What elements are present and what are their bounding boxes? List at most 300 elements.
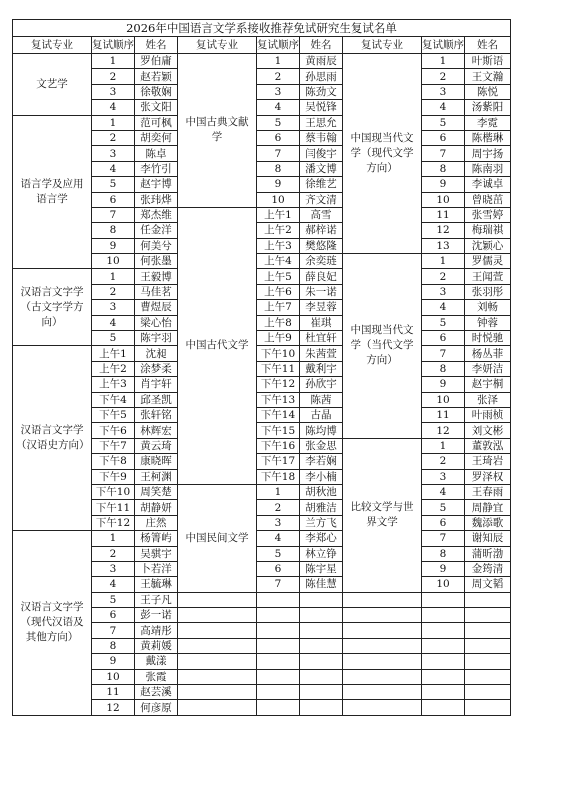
order-cell: 10 (422, 392, 465, 407)
candidate-name: 刘文彬 (465, 423, 511, 438)
candidate-name: 李竹引 (135, 161, 178, 176)
order-cell: 7 (92, 623, 135, 638)
order-cell: 5 (92, 592, 135, 607)
candidate-name: 陈宇星 (300, 561, 343, 576)
candidate-name: 林立铮 (300, 546, 343, 561)
table-row (13, 115, 511, 130)
order-cell: 6 (422, 331, 465, 346)
order-cell: 下午17 (257, 454, 300, 469)
order-cell: 4 (92, 315, 135, 330)
empty-cell (343, 654, 422, 669)
order-cell: 9 (422, 561, 465, 576)
order-cell: 1 (422, 54, 465, 69)
major-name: 汉语言文字学（现代汉语及其他方向） (13, 531, 92, 716)
candidate-name: 汤紫阳 (465, 100, 511, 115)
empty-cell (343, 638, 422, 653)
order-cell: 8 (92, 223, 135, 238)
candidate-name: 沈昶 (135, 346, 178, 361)
candidate-name: 郝梓诺 (300, 223, 343, 238)
empty-cell (422, 685, 465, 700)
order-cell: 7 (422, 346, 465, 361)
column-header-name: 姓名 (135, 37, 178, 54)
order-cell: 13 (422, 238, 465, 253)
candidate-name: 王琦岩 (465, 454, 511, 469)
order-cell: 6 (257, 561, 300, 576)
order-cell: 2 (422, 69, 465, 84)
order-cell: 10 (422, 192, 465, 207)
order-cell: 上午1 (92, 346, 135, 361)
major-name: 中国古典文献学 (178, 54, 257, 208)
order-cell: 9 (257, 177, 300, 192)
order-cell: 上午1 (257, 207, 300, 222)
candidate-name: 彭一诺 (135, 608, 178, 623)
candidate-name: 李妍洁 (465, 361, 511, 376)
candidate-name: 杨箐屿 (135, 531, 178, 546)
table-row (13, 54, 511, 69)
candidate-name: 董敦泓 (465, 438, 511, 453)
candidate-name: 时悦驰 (465, 331, 511, 346)
empty-cell (257, 685, 300, 700)
order-cell: 7 (92, 207, 135, 222)
order-cell: 6 (422, 130, 465, 145)
order-cell: 上午8 (257, 315, 300, 330)
order-cell: 7 (422, 146, 465, 161)
candidate-name: 卜若洋 (135, 561, 178, 576)
order-cell: 下午15 (257, 423, 300, 438)
empty-cell (178, 685, 257, 700)
candidate-name: 李郑心 (300, 531, 343, 546)
candidate-name: 梁心怡 (135, 315, 178, 330)
order-cell: 下午7 (92, 438, 135, 453)
candidate-name: 孙思雨 (300, 69, 343, 84)
candidate-name: 胡奕何 (135, 130, 178, 145)
empty-cell (465, 623, 511, 638)
order-cell: 6 (422, 515, 465, 530)
empty-cell (300, 623, 343, 638)
page-title: 2026年中国语言文学系接收推荐免试研究生复试名单 (13, 20, 511, 37)
order-cell: 下午6 (92, 423, 135, 438)
order-cell: 9 (92, 238, 135, 253)
order-cell: 3 (422, 84, 465, 99)
major-name: 比较文学与世界文学 (343, 438, 422, 592)
candidate-name: 崔琪 (300, 315, 343, 330)
order-cell: 下午11 (257, 361, 300, 376)
candidate-name: 潘文博 (300, 161, 343, 176)
candidate-name: 罗伯庸 (135, 54, 178, 69)
order-cell: 上午4 (257, 254, 300, 269)
empty-cell (300, 700, 343, 715)
order-cell: 下午13 (257, 392, 300, 407)
candidate-name: 朱茜萱 (300, 346, 343, 361)
candidate-name: 陈宇羽 (135, 331, 178, 346)
candidate-name: 何张墨 (135, 254, 178, 269)
candidate-name: 黄云琦 (135, 438, 178, 453)
order-cell: 8 (422, 361, 465, 376)
order-cell: 4 (92, 161, 135, 176)
order-cell: 9 (422, 177, 465, 192)
order-cell: 7 (422, 531, 465, 546)
order-cell: 7 (257, 146, 300, 161)
candidate-name: 蒲昕渤 (465, 546, 511, 561)
order-cell: 9 (422, 377, 465, 392)
candidate-name: 肖宇轩 (135, 377, 178, 392)
candidate-name: 张轩铭 (135, 407, 178, 422)
empty-cell (343, 592, 422, 607)
order-cell: 5 (422, 500, 465, 515)
candidate-name: 古晶 (300, 407, 343, 422)
candidate-name: 钟蓉 (465, 315, 511, 330)
candidate-name: 郑杰维 (135, 207, 178, 222)
empty-cell (343, 608, 422, 623)
empty-cell (465, 700, 511, 715)
order-cell: 5 (92, 331, 135, 346)
candidate-name: 齐文清 (300, 192, 343, 207)
candidate-name: 王柯渊 (135, 469, 178, 484)
order-cell: 4 (92, 100, 135, 115)
order-cell: 11 (422, 207, 465, 222)
empty-cell (257, 654, 300, 669)
order-cell: 下午11 (92, 500, 135, 515)
candidate-name: 徐敬娴 (135, 84, 178, 99)
candidate-name: 何彦原 (135, 700, 178, 715)
empty-cell (178, 700, 257, 715)
order-cell: 3 (92, 561, 135, 576)
candidate-name: 周笑楚 (135, 484, 178, 499)
order-cell: 6 (92, 192, 135, 207)
empty-cell (343, 669, 422, 684)
empty-cell (178, 623, 257, 638)
candidate-name: 胡静妍 (135, 500, 178, 515)
candidate-name: 李小楠 (300, 469, 343, 484)
candidate-name: 樊悠隆 (300, 238, 343, 253)
candidate-name: 王子凡 (135, 592, 178, 607)
order-cell: 11 (422, 407, 465, 422)
candidate-name: 周静宜 (465, 500, 511, 515)
order-cell: 8 (257, 161, 300, 176)
empty-cell (465, 685, 511, 700)
candidate-name: 孙欣宇 (300, 377, 343, 392)
candidate-name: 高靖彤 (135, 623, 178, 638)
candidate-name: 林辉宏 (135, 423, 178, 438)
order-cell: 1 (257, 54, 300, 69)
candidate-name: 吴骐宇 (135, 546, 178, 561)
order-cell: 下午4 (92, 392, 135, 407)
column-header-order: 复试顺序 (422, 37, 465, 54)
candidate-name: 罗泽权 (465, 469, 511, 484)
candidate-name: 梅瑞祺 (465, 223, 511, 238)
order-cell: 1 (92, 531, 135, 546)
candidate-name: 戴漾 (135, 654, 178, 669)
table-row (13, 269, 511, 284)
candidate-name: 谢知辰 (465, 531, 511, 546)
order-cell: 2 (257, 69, 300, 84)
candidate-name: 黄莉媛 (135, 638, 178, 653)
order-cell: 2 (422, 269, 465, 284)
candidate-name: 张文阳 (135, 100, 178, 115)
major-name: 汉语言文字学（古文字学方向） (13, 269, 92, 346)
order-cell: 10 (422, 577, 465, 592)
order-cell: 下午18 (257, 469, 300, 484)
order-cell: 7 (257, 577, 300, 592)
order-cell: 下午12 (257, 377, 300, 392)
candidate-name: 张泽 (465, 392, 511, 407)
empty-cell (465, 608, 511, 623)
candidate-name: 张霞 (135, 669, 178, 684)
empty-cell (178, 669, 257, 684)
order-cell: 4 (257, 531, 300, 546)
order-cell: 6 (92, 608, 135, 623)
candidate-name: 曾晓茁 (465, 192, 511, 207)
order-cell: 4 (422, 300, 465, 315)
column-header-order: 复试顺序 (92, 37, 135, 54)
candidate-name: 黄雨辰 (300, 54, 343, 69)
order-cell: 3 (92, 84, 135, 99)
empty-cell (257, 638, 300, 653)
order-cell: 下午16 (257, 438, 300, 453)
empty-cell (343, 685, 422, 700)
order-cell: 3 (92, 300, 135, 315)
order-cell: 4 (422, 100, 465, 115)
order-cell: 下午5 (92, 407, 135, 422)
order-cell: 8 (422, 546, 465, 561)
order-cell: 下午10 (257, 346, 300, 361)
order-cell: 4 (422, 484, 465, 499)
candidate-name: 陈卓 (135, 146, 178, 161)
candidate-name: 马佳茗 (135, 284, 178, 299)
empty-cell (300, 685, 343, 700)
candidate-name: 兰方飞 (300, 515, 343, 530)
candidate-name: 王闻萱 (465, 269, 511, 284)
order-cell: 2 (257, 500, 300, 515)
candidate-name: 康晓晖 (135, 454, 178, 469)
empty-cell (422, 623, 465, 638)
candidate-name: 周宇扬 (465, 146, 511, 161)
candidate-name: 陈劲文 (300, 84, 343, 99)
order-cell: 2 (422, 454, 465, 469)
empty-cell (422, 592, 465, 607)
order-cell: 2 (92, 130, 135, 145)
order-cell: 下午10 (92, 484, 135, 499)
candidate-name: 杨丛菲 (465, 346, 511, 361)
column-header-name: 姓名 (465, 37, 511, 54)
candidate-name: 张玮烨 (135, 192, 178, 207)
empty-cell (178, 638, 257, 653)
empty-cell (257, 592, 300, 607)
order-cell: 10 (257, 192, 300, 207)
candidate-name: 李霓 (465, 115, 511, 130)
candidate-name: 赵宇博 (135, 177, 178, 192)
candidate-name: 曹煜辰 (135, 300, 178, 315)
order-cell: 上午6 (257, 284, 300, 299)
column-header-major: 复试专业 (178, 37, 257, 54)
candidate-name: 陈悦 (465, 84, 511, 99)
order-cell: 1 (92, 269, 135, 284)
empty-cell (343, 623, 422, 638)
empty-cell (178, 592, 257, 607)
candidate-name: 涂梦柔 (135, 361, 178, 376)
order-cell: 5 (422, 315, 465, 330)
order-cell: 上午3 (92, 377, 135, 392)
order-cell: 下午9 (92, 469, 135, 484)
order-cell: 1 (422, 254, 465, 269)
order-cell: 9 (92, 654, 135, 669)
order-cell: 12 (422, 423, 465, 438)
candidate-name: 李若娴 (300, 454, 343, 469)
order-cell: 5 (422, 115, 465, 130)
candidate-name: 范可枫 (135, 115, 178, 130)
empty-cell (422, 669, 465, 684)
candidate-name: 罗儒灵 (465, 254, 511, 269)
major-name: 汉语言文字学（汉语史方向） (13, 346, 92, 531)
candidate-name: 沈颖心 (465, 238, 511, 253)
order-cell: 1 (92, 54, 135, 69)
order-cell: 3 (422, 469, 465, 484)
candidate-name: 王思允 (300, 115, 343, 130)
candidate-name: 赵芸溪 (135, 685, 178, 700)
order-cell: 12 (422, 223, 465, 238)
order-cell: 8 (422, 161, 465, 176)
candidate-name: 何美兮 (135, 238, 178, 253)
empty-cell (257, 623, 300, 638)
candidate-name: 胡秋池 (300, 484, 343, 499)
order-cell: 10 (92, 254, 135, 269)
candidate-name: 李诚卓 (465, 177, 511, 192)
candidate-name: 王春雨 (465, 484, 511, 499)
candidate-name: 赵若颖 (135, 69, 178, 84)
empty-cell (343, 700, 422, 715)
column-header-major: 复试专业 (13, 37, 92, 54)
candidate-name: 朱一诺 (300, 284, 343, 299)
admission-list-sheet (12, 19, 511, 716)
order-cell: 4 (257, 100, 300, 115)
major-name: 中国现当代文学（当代文学方向） (343, 254, 422, 439)
order-cell: 上午7 (257, 300, 300, 315)
candidate-name: 叶斯语 (465, 54, 511, 69)
major-name: 文艺学 (13, 54, 92, 116)
candidate-name: 杜宜轩 (300, 331, 343, 346)
candidate-name: 金筠清 (465, 561, 511, 576)
empty-cell (257, 669, 300, 684)
candidate-name: 王毅博 (135, 269, 178, 284)
candidate-name: 闫俊宇 (300, 146, 343, 161)
order-cell: 10 (92, 669, 135, 684)
empty-cell (257, 700, 300, 715)
order-cell: 12 (92, 700, 135, 715)
empty-cell (422, 700, 465, 715)
candidate-name: 刘畅 (465, 300, 511, 315)
order-cell: 上午2 (257, 223, 300, 238)
empty-cell (300, 638, 343, 653)
order-cell: 1 (92, 115, 135, 130)
table-row (13, 346, 511, 361)
order-cell: 2 (92, 546, 135, 561)
order-cell: 1 (422, 438, 465, 453)
column-header-order: 复试顺序 (257, 37, 300, 54)
empty-cell (465, 669, 511, 684)
order-cell: 5 (257, 546, 300, 561)
order-cell: 上午3 (257, 238, 300, 253)
candidate-name: 赵宇桐 (465, 377, 511, 392)
candidate-name: 任金洋 (135, 223, 178, 238)
table-row (13, 531, 511, 546)
order-cell: 11 (92, 685, 135, 700)
candidate-name: 吴悦锋 (300, 100, 343, 115)
candidate-name: 魏添歌 (465, 515, 511, 530)
candidate-name: 陈茜 (300, 392, 343, 407)
order-cell: 2 (92, 69, 135, 84)
column-header-name: 姓名 (300, 37, 343, 54)
order-cell: 3 (422, 284, 465, 299)
order-cell: 下午14 (257, 407, 300, 422)
order-cell: 下午8 (92, 454, 135, 469)
candidate-name: 张金思 (300, 438, 343, 453)
candidate-name: 陈均博 (300, 423, 343, 438)
interview-list-table (12, 19, 511, 716)
order-cell: 6 (257, 130, 300, 145)
order-cell: 1 (257, 484, 300, 499)
candidate-name: 邱圣凯 (135, 392, 178, 407)
empty-cell (300, 592, 343, 607)
candidate-name: 胡雅洁 (300, 500, 343, 515)
candidate-name: 叶雨桢 (465, 407, 511, 422)
column-header-major: 复试专业 (343, 37, 422, 54)
order-cell: 上午9 (257, 331, 300, 346)
empty-cell (300, 608, 343, 623)
major-name: 中国古代文学 (178, 207, 257, 484)
candidate-name: 陈南羽 (465, 161, 511, 176)
order-cell: 2 (92, 284, 135, 299)
order-cell: 4 (92, 577, 135, 592)
order-cell: 3 (257, 515, 300, 530)
order-cell: 上午5 (257, 269, 300, 284)
empty-cell (178, 654, 257, 669)
candidate-name: 余奕琏 (300, 254, 343, 269)
order-cell: 上午2 (92, 361, 135, 376)
order-cell: 5 (92, 177, 135, 192)
candidate-name: 陈楷琳 (465, 130, 511, 145)
candidate-name: 徐维艺 (300, 177, 343, 192)
major-name: 中国现当代文学（现代文学方向） (343, 54, 422, 254)
candidate-name: 薛良妃 (300, 269, 343, 284)
order-cell: 下午12 (92, 515, 135, 530)
empty-cell (422, 654, 465, 669)
candidate-name: 王文瀚 (465, 69, 511, 84)
empty-cell (178, 608, 257, 623)
candidate-name: 高雪 (300, 207, 343, 222)
candidate-name: 周文韬 (465, 577, 511, 592)
candidate-name: 戴利宇 (300, 361, 343, 376)
empty-cell (422, 608, 465, 623)
candidate-name: 张雪婷 (465, 207, 511, 222)
candidate-name: 王毓琳 (135, 577, 178, 592)
order-cell: 8 (92, 638, 135, 653)
candidate-name: 庄然 (135, 515, 178, 530)
empty-cell (300, 654, 343, 669)
order-cell: 3 (92, 146, 135, 161)
empty-cell (422, 638, 465, 653)
empty-cell (257, 608, 300, 623)
empty-cell (465, 638, 511, 653)
order-cell: 5 (257, 115, 300, 130)
candidate-name: 蔡韦翰 (300, 130, 343, 145)
candidate-name: 李昱蓉 (300, 300, 343, 315)
order-cell: 3 (257, 84, 300, 99)
empty-cell (465, 654, 511, 669)
candidate-name: 陈佳慧 (300, 577, 343, 592)
major-name: 中国民间文学 (178, 484, 257, 592)
major-name: 语言学及应用语言学 (13, 115, 92, 269)
empty-cell (465, 592, 511, 607)
